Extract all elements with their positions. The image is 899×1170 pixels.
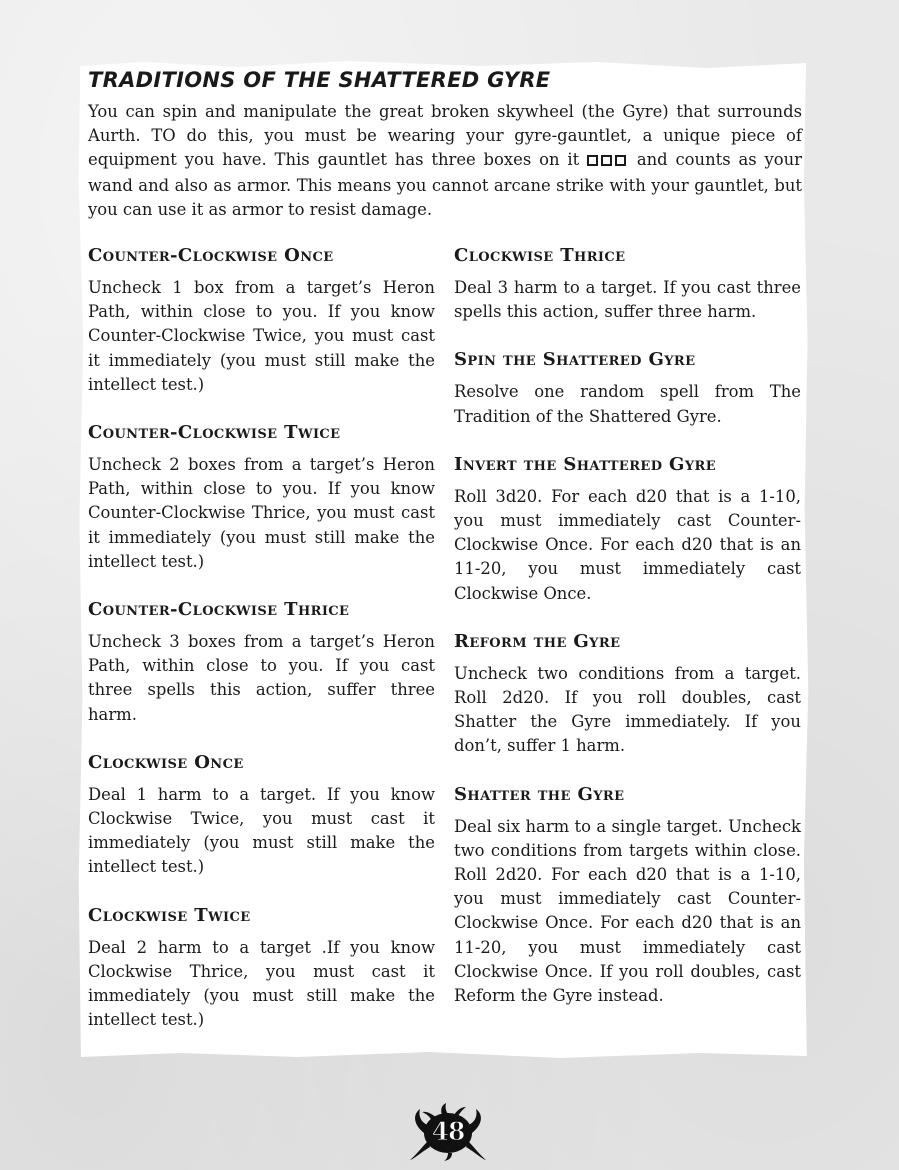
page-number-badge <box>408 1103 488 1161</box>
spell-entry <box>454 453 801 606</box>
spell-description: Deal six harm to a single target. Uncheck two conditions from targets within close. Roll 2d20. For each d20 that is a 1-10, you must immediately cast Counter-Clockwise Once. For each d20 that is an 11-20, you must immediately cast Clockwise Once. If you roll doubles, cast Reform the Gyre instead. <box>454 816 801 1006</box>
spell-entry <box>88 244 435 397</box>
spell-entry <box>454 630 801 759</box>
spell-description: Roll 3d20. For each d20 that is a 1-10, you must immediately cast Counter-Clockwise Once. For each d20 that is an 11-20, you must immediately cast Clockwise Once. <box>454 486 801 603</box>
spell-name: Clockwise Once <box>88 751 244 773</box>
spell-description: Deal 1 harm to a target. If you know Clockwise Twice, you must cast it immediately (you must still make the intellect test.) <box>88 784 435 877</box>
spell-description: Deal 3 harm to a target. If you cast three spells this action, suffer three harm. <box>454 278 801 322</box>
spell-entry <box>88 598 435 727</box>
spell-name: Clockwise Thrice <box>454 245 626 267</box>
spell-entry <box>454 244 801 324</box>
spell-entry <box>88 421 435 574</box>
spell-description: Uncheck 1 box from a target’s Heron Path, within close to you. If you know Counter-Clockwise Twice, you must cast it immediately (you must still make the intellect test.) <box>88 278 435 394</box>
spell-description: Uncheck 2 boxes from a target’s Heron Path, within close to you. If you know Counter-Clockwise Thrice, you must cast it immediately (you must still make the intellect test.) <box>88 455 435 571</box>
spell-description: Uncheck two conditions from a target. Roll 2d20. If you roll doubles, cast Shatter the Gyre immediately. If you don’t, suffer 1 harm. <box>454 663 801 756</box>
spell-name: Clockwise Twice <box>88 904 251 926</box>
spell-name: Reform the Gyre <box>454 630 621 652</box>
box-icon <box>615 155 626 166</box>
box-icon <box>601 155 612 166</box>
section-title: TRADITIONS OF THE SHATTERED GYRE <box>88 68 551 92</box>
spell-description: Resolve one random spell from The Tradition of the Shattered Gyre. <box>454 382 801 426</box>
box-icon <box>587 155 598 166</box>
left-column <box>88 244 435 1032</box>
page-number: 48 <box>431 1117 465 1146</box>
intro-paragraph <box>88 100 802 222</box>
spell-entry <box>454 783 801 1009</box>
intro-text-before: You can spin and manipulate the great broken skywheel (the Gyre) that surrounds Aurth. TO do this, you must be wearing your gyre-gauntlet, a unique piece of equipment you have. This gauntlet has three boxes on it <box>88 102 802 170</box>
spell-description: Deal 2 harm to a target .If you know Clockwise Thrice, you must cast it immediately (you must still make the intellect test.) <box>88 937 435 1030</box>
spell-name: Spin the Shattered Gyre <box>454 349 696 371</box>
spell-name: Counter-Clockwise Twice <box>88 422 341 444</box>
spell-entry <box>88 751 435 880</box>
spell-name: Counter-Clockwise Once <box>88 245 334 267</box>
intro-text-after: and counts as your wand and also as armor. This means you cannot arcane strike with your gauntlet, but you can use it as armor to resist damage. <box>88 150 802 219</box>
spell-entry <box>88 904 435 1033</box>
page-content <box>88 66 802 1064</box>
spell-entry <box>454 348 801 428</box>
spell-columns <box>88 244 802 1064</box>
spell-name: Invert the Shattered Gyre <box>454 453 717 475</box>
spell-description: Uncheck 3 boxes from a target’s Heron Path, within close to you. If you cast three spells this action, suffer three harm. <box>88 632 435 724</box>
spell-name: Counter-Clockwise Thrice <box>88 599 350 621</box>
checkbox-boxes <box>587 149 629 173</box>
right-column <box>454 244 801 1008</box>
spell-name: Shatter the Gyre <box>454 783 625 805</box>
